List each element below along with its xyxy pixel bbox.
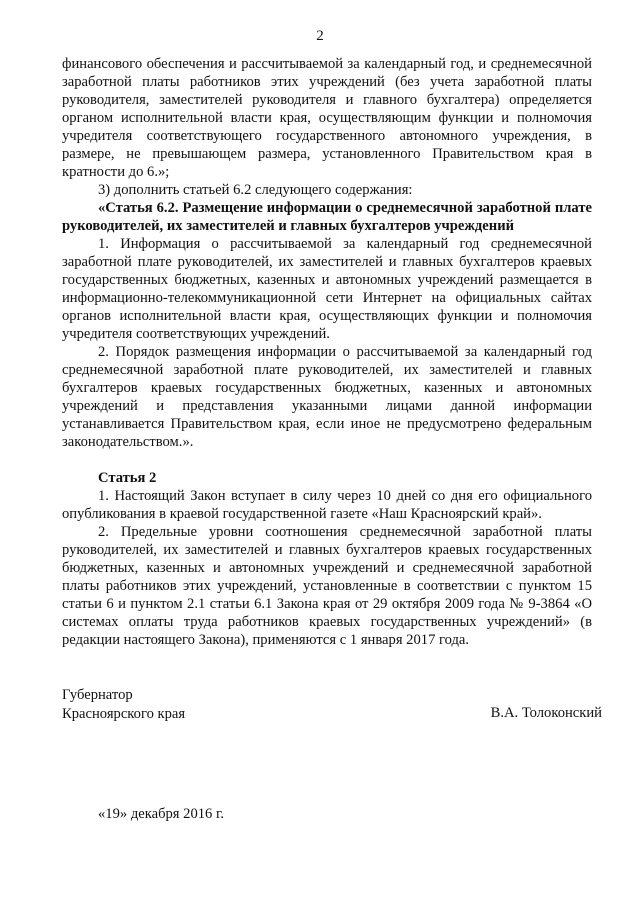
paragraph-amendment-item: 3) дополнить статьей 6.2 следующего содержания:	[98, 182, 413, 198]
paragraph-article-2-item-2: 2. Предельные уровни соотношения среднемесячной заработной платы руководителей, их заместителей и главных бухгалтеров краевых государственных бюджетных, казенных и автономных учреждений и среднемесячной заработной платы работников этих учреждений, установленные в соответствии с пунктом 15 статьи 6 и пунктом 2.1 статьи 6.1 Закона края от 29 октября 2009 года № 9-3864 «О системах оплаты труда работников краевых государственных учреждений» (в редакции настоящего Закона), применяются с 1 января 2017 года.	[62, 524, 592, 648]
paragraph-article-6-2-item-2: 2. Порядок размещения информации о рассчитываемой за календарный год среднемесячной заработной плате руководителей, их заместителей и главных бухгалтеров краевых государственных бюджетных, казенных и автономных учреждений и представления указанными лицами данной информации устанавливается Правительством края, если иное не предусмотрено федеральным законодательством.».	[62, 344, 592, 450]
paragraph-article-2-item-1: 1. Настоящий Закон вступает в силу через 10 дней со дня его официального опубликования в краевой государственной газете «Наш Красноярский край».	[62, 488, 592, 522]
page-number: 2	[316, 28, 324, 44]
signatory-name: В.А. Толоконский	[490, 705, 602, 721]
signature-title-line1: Губернатор	[62, 687, 133, 703]
document-date: «19» декабря 2016 г.	[98, 806, 224, 822]
document-body	[62, 55, 592, 649]
signature-title-line2: Красноярского края	[62, 706, 186, 722]
article-heading-6-2: «Статья 6.2. Размещение информации о среднемесячной заработной плате руководителей, их заместителей и главных бухгалтеров учреждений	[62, 200, 592, 234]
article-heading-2: Статья 2	[98, 470, 157, 486]
paragraph-article-6-2-item-1: 1. Информация о рассчитываемой за календарный год среднемесячной заработной плате руководителей, их заместителей и главных бухгалтеров краевых государственных бюджетных, казенных и автономных учреждений размещается в информационно-телекоммуникационной сети Интернет на официальных сайтах органов исполнительной власти края, осуществляющих функции и полномочия учредителя соответствующих учреждений.	[62, 236, 592, 342]
paragraph-continuation: финансового обеспечения и рассчитываемой за календарный год, и среднемесячной заработной платы работников этих учреждений (без учета заработной платы руководителя, заместителей руководителя и главного бухгалтера) определяется органом исполнительной власти края, осуществляющим функции и полномочия учредителя соответствующего государственного автономного учреждения, в размере, не превышающем размера, установленного Правительством края в кратности до 6.»;	[62, 56, 592, 180]
